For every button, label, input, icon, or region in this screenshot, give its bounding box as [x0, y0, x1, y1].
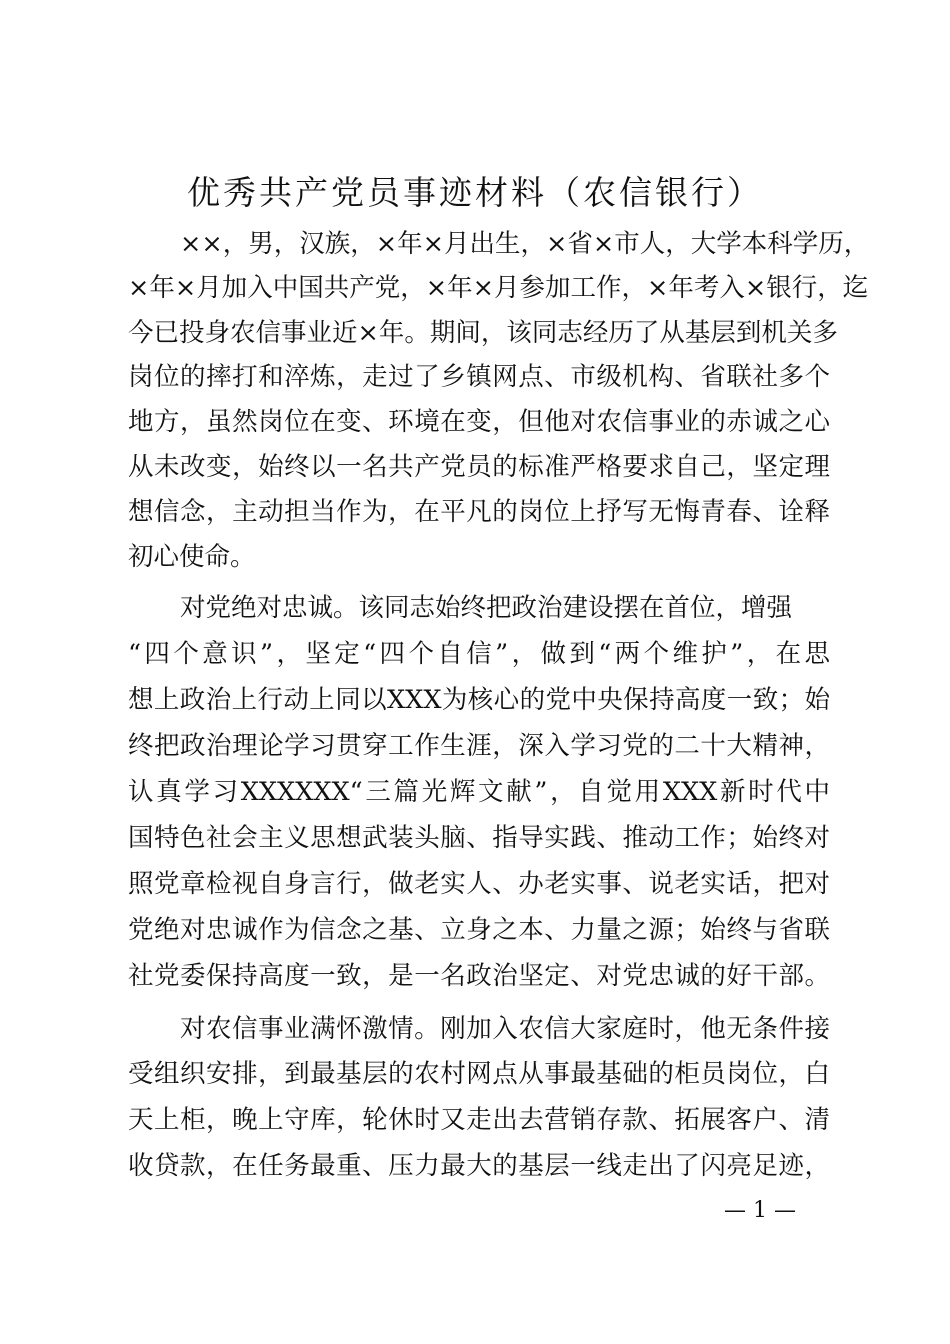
paragraph-2-line: 国特色社会主义思想武装头脑、指导实践、推动工作；始终对	[128, 823, 830, 853]
paragraph-1-line: 地方，虽然岗位在变、环境在变，但他对农信事业的赤诚之心	[128, 407, 830, 437]
paragraph-1-line: 从未改变，始终以一名共产党员的标准严格要求自己，坚定理	[128, 452, 830, 482]
paragraph-1-line: 今已投身农信事业近×年。期间，该同志经历了从基层到机关多	[128, 318, 838, 348]
paragraph-3-line: 对农信事业满怀激情。刚加入农信大家庭时，他无条件接	[180, 1014, 830, 1044]
paragraph-2-line: 社党委保持高度一致，是一名政治坚定、对党忠诚的好干部。	[128, 961, 830, 991]
paragraph-1-line: 想信念，主动担当作为，在平凡的岗位上抒写无悔青春、诠释	[128, 497, 830, 527]
paragraph-2-line: 想上政治上行动上同以XXX为核心的党中央保持高度一致；始	[128, 685, 830, 715]
paragraph-3-line: 天上柜，晚上守库，轮休时又走出去营销存款、拓展客户、清	[128, 1105, 830, 1135]
paragraph-2-line: 照党章检视自身言行，做老实人、办老实事、说老实话，把对	[128, 869, 830, 899]
paragraph-1-line: ××，男，汉族，×年×月出生，×省×市人，大学本科学历，	[180, 229, 870, 259]
paragraph-2-line: 认真学习XXXXXX“三篇光辉文献”，自觉用XXX新时代中	[128, 777, 830, 807]
paragraph-2-line: 党绝对忠诚作为信念之基、立身之本、力量之源；始终与省联	[128, 915, 830, 945]
paragraph-1-line: 初心使命。	[128, 542, 256, 572]
paragraph-2-line: “四个意识”，坚定“四个自信”，做到“两个维护”，在思	[128, 639, 830, 669]
paragraph-2-line: 终把政治理论学习贯穿工作生涯，深入学习党的二十大精神，	[128, 731, 830, 761]
page-number: — 1 —	[724, 1198, 796, 1223]
paragraph-1-line: ×年×月加入中国共产党，×年×月参加工作，×年考入×银行，迄	[128, 273, 869, 303]
paragraph-2-line: 对党绝对忠诚。该同志始终把政治建设摆在首位，增强	[180, 593, 793, 623]
paragraph-1-line: 岗位的摔打和淬炼，走过了乡镇网点、市级机构、省联社多个	[128, 362, 830, 392]
paragraph-3-line: 收贷款，在任务最重、压力最大的基层一线走出了闪亮足迹，	[128, 1151, 830, 1181]
paragraph-3-line: 受组织安排，到最基层的农村网点从事最基础的柜员岗位，白	[128, 1059, 830, 1089]
document-title: 优秀共产党员事迹材料（农信银行）	[187, 173, 763, 212]
